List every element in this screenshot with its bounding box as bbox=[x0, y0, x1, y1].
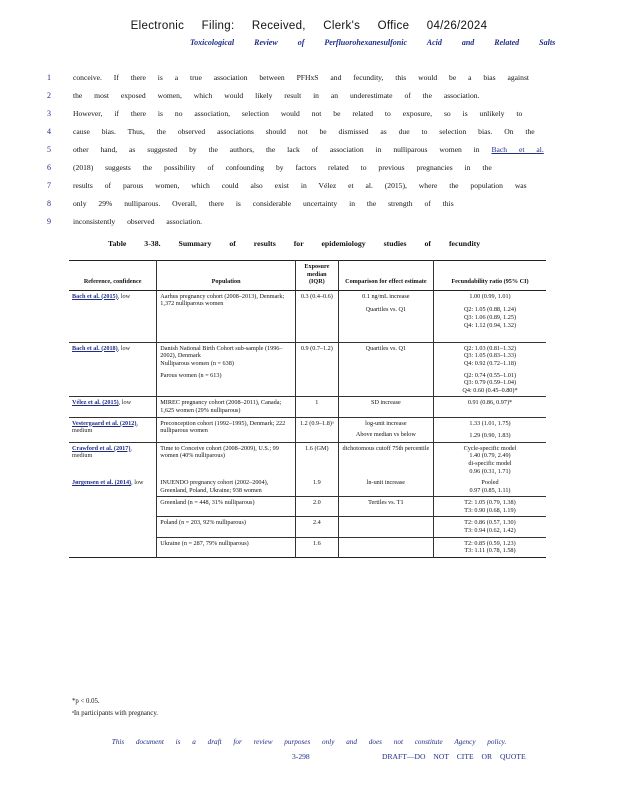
population-cell: Ukraine (n = 287, 79% nulliparous) bbox=[157, 537, 296, 557]
comparison-cell: SD increase bbox=[338, 397, 433, 417]
ratio-line: 0.96 (0.31, 1.71) bbox=[469, 467, 511, 475]
citation-link[interactable]: Bach et al. (2018) bbox=[72, 344, 118, 352]
line-number: 6 bbox=[47, 163, 51, 172]
population-cell bbox=[157, 342, 296, 369]
header-comparison: Comparison for effect estimate bbox=[338, 261, 433, 291]
exposure-cell: 0.9 (0.7–1.2) bbox=[295, 342, 338, 369]
line-number: 2 bbox=[47, 91, 51, 100]
ratio-line: Q4: 0.92 (0.72–1.18) bbox=[463, 359, 517, 367]
ratio-cell: 0.91 (0.86, 0.97)* bbox=[433, 397, 546, 417]
ratio-cell bbox=[433, 517, 546, 537]
comparison-line: 0.1 ng/mL increase bbox=[362, 292, 410, 300]
citation-link[interactable]: Bach et al. (2015) bbox=[72, 292, 118, 300]
reference-cell bbox=[69, 290, 157, 342]
body-line: However, if there is no association, selection would not be related to exposure, so is unlikely to bbox=[73, 109, 523, 118]
ratio-line: Q2: 1.05 (0.88, 1.24) bbox=[463, 306, 517, 314]
comparison-line: Quartiles vs. Q1 bbox=[365, 306, 407, 314]
body-text: other hand, as suggested by the authors, the lack of association in nulliparous women in bbox=[73, 145, 492, 154]
citation-link[interactable]: Crawford et al. (2017) bbox=[72, 444, 131, 452]
body-line: the most exposed women, which would likely result in an underestimate of the association. bbox=[73, 91, 480, 100]
ratio-line: Q2: 0.74 (0.55–1.01) bbox=[463, 371, 517, 379]
ratio-cell bbox=[433, 477, 546, 497]
line-number: 3 bbox=[47, 109, 51, 118]
body-line: only 29% nulliparous. Overall, there is considerable uncertainty in the strength of this bbox=[73, 199, 454, 208]
header-population: Population bbox=[157, 261, 296, 291]
confidence: , medium bbox=[72, 419, 138, 435]
reference-cell bbox=[69, 517, 157, 537]
comparison-line: Above median vs below bbox=[355, 431, 416, 439]
table-row bbox=[69, 342, 546, 369]
comparison-cell: Quartiles vs. Q1 bbox=[338, 342, 433, 369]
comparison-cell bbox=[338, 290, 433, 342]
exposure-cell: 1.9 bbox=[295, 477, 338, 497]
reference-cell bbox=[69, 477, 157, 497]
reference-cell bbox=[69, 370, 157, 397]
ratio-cell bbox=[433, 537, 546, 557]
ratio-line: di-specific model bbox=[468, 459, 512, 467]
exposure-cell: 1.6 (GM) bbox=[295, 442, 338, 477]
summary-table bbox=[69, 260, 546, 558]
citation-link[interactable]: Vestergaard et al. (2012) bbox=[72, 419, 137, 427]
citation-link[interactable]: Jørgensen et al. (2014) bbox=[72, 479, 132, 487]
table-caption: Table 3-38. Summary of results for epidemiology studies of fecundity bbox=[108, 239, 481, 248]
citation-link-bach-2018[interactable]: Bach et al. bbox=[491, 145, 544, 154]
ratio-line: 1.33 (1.01, 1.75) bbox=[469, 419, 511, 427]
footnote: ᵃIn participants with pregnancy. bbox=[72, 710, 158, 717]
ratio-line: 1.29 (0.90, 1.83) bbox=[469, 432, 511, 440]
confidence: , low bbox=[117, 292, 131, 300]
reference-cell bbox=[69, 417, 157, 442]
ratio-line: Cycle-specific model bbox=[463, 444, 517, 452]
ratio-line: T2: 0.85 (0.59, 1.23) bbox=[464, 539, 516, 547]
exposure-cell: 1 bbox=[295, 397, 338, 417]
line-number: 1 bbox=[47, 73, 51, 82]
comparison-cell: ln-unit increase bbox=[338, 477, 433, 497]
table-header-row bbox=[69, 261, 546, 291]
ratio-line: T3: 0.94 (0.62, 1.42) bbox=[464, 527, 516, 535]
exposure-cell: 2.4 bbox=[295, 517, 338, 537]
table-row bbox=[69, 442, 546, 477]
header-exposure: Exposure median (IQR) bbox=[295, 261, 338, 291]
population-cell: Time to Conceive cohort (2008–2009), U.S.; 99 women (40% nulliparous) bbox=[157, 442, 296, 477]
ratio-line: T2: 1.05 (0.79, 1.38) bbox=[464, 499, 516, 507]
ratio-line: Q2: 1.03 (0.81–1.32) bbox=[463, 344, 517, 352]
exposure-cell bbox=[295, 370, 338, 397]
population-cell: Aarhus pregnancy cohort (2008–2013), Denmark; 1,372 nulliparous women bbox=[157, 290, 296, 342]
confidence: , low bbox=[117, 344, 131, 352]
ratio-cell bbox=[433, 370, 546, 397]
comparison-cell bbox=[338, 417, 433, 442]
population-line: Danish National Birth Cohort sub-sample (1996–2002), Denmark bbox=[160, 344, 283, 360]
ratio-cell bbox=[433, 442, 546, 477]
confidence: , low bbox=[118, 399, 132, 407]
table-row bbox=[69, 477, 546, 497]
reference-cell bbox=[69, 537, 157, 557]
filing-stamp: Electronic Filing: Received, Clerk's Office 04/26/2024 bbox=[130, 20, 488, 32]
line-number: 9 bbox=[47, 217, 51, 226]
population-line: Nulliparous women (n = 638) bbox=[160, 359, 234, 367]
comparison-cell bbox=[338, 517, 433, 537]
ratio-line: T3: 1.11 (0.78, 1.58) bbox=[464, 547, 516, 555]
exposure-cell: 1.6 bbox=[295, 537, 338, 557]
comparison-line: log-unit increase bbox=[365, 419, 407, 427]
ratio-line: 1.40 (0.79, 2.49) bbox=[469, 452, 511, 460]
ratio-line: 1.00 (0.99, 1.01) bbox=[469, 292, 511, 300]
comparison-cell: Tertiles vs. T1 bbox=[338, 497, 433, 517]
citation-link[interactable]: Vélez et al. (2015) bbox=[72, 399, 119, 407]
population-cell: Preconception cohort (1992–1995), Denmark; 222 nulliparous women bbox=[157, 417, 296, 442]
line-number: 7 bbox=[47, 181, 51, 190]
ratio-cell bbox=[433, 497, 546, 517]
table-row bbox=[69, 370, 546, 397]
confidence: , low bbox=[131, 479, 144, 487]
reference-cell bbox=[69, 442, 157, 477]
line-number: 4 bbox=[47, 127, 51, 136]
ratio-line: Q3: 1.05 (0.83–1.33) bbox=[463, 352, 517, 360]
draft-disclaimer: This document is a draft for review purposes only and does not constitute Agency policy. bbox=[111, 738, 507, 746]
reference-cell bbox=[69, 397, 157, 417]
population-cell: Parous women (n = 613) bbox=[157, 370, 296, 397]
comparison-cell bbox=[338, 537, 433, 557]
confidence: , medium bbox=[72, 444, 132, 460]
ratio-line: Q3: 0.79 (0.59–1.04) bbox=[463, 379, 517, 387]
reference-cell bbox=[69, 497, 157, 517]
ratio-line: Q4: 0.60 (0.45–0.80)* bbox=[462, 386, 518, 394]
ratio-cell bbox=[433, 417, 546, 442]
ratio-line: Pooled bbox=[481, 479, 499, 487]
comparison-cell: dichotomous cutoff 75th percentile bbox=[338, 442, 433, 477]
table-row bbox=[69, 397, 546, 417]
header-ratio: Fecundability ratio (95% CI) bbox=[433, 261, 546, 291]
exposure-cell: 1.2 (0.9–1.8)ᵃ bbox=[295, 417, 338, 442]
footnote: *p < 0.05. bbox=[72, 698, 100, 705]
ratio-cell bbox=[433, 342, 546, 369]
table-row bbox=[69, 537, 546, 557]
comparison-cell bbox=[338, 370, 433, 397]
line-number: 8 bbox=[47, 199, 51, 208]
line-number: 5 bbox=[47, 145, 51, 154]
table-row bbox=[69, 497, 546, 517]
table-row bbox=[69, 290, 546, 342]
body-line: results of parous women, which could also exist in Vélez et al. (2015), where the population was bbox=[73, 181, 527, 190]
population-cell: Greenland (n = 448, 31% nulliparous) bbox=[157, 497, 296, 517]
reference-cell bbox=[69, 342, 157, 369]
draft-notice: DRAFT—DO NOT CITE OR QUOTE bbox=[382, 752, 526, 761]
exposure-cell: 0.3 (0.4–0.6) bbox=[295, 290, 338, 342]
body-line: (2018) suggests the possibility of confounding by factors related to previous pregnancies in the bbox=[73, 163, 492, 172]
body-line: cause bias. Thus, the observed associations should not be dismissed as due to selection bias. On the bbox=[73, 127, 535, 136]
page-number: 3-298 bbox=[292, 752, 310, 761]
body-line bbox=[73, 145, 551, 155]
table-row bbox=[69, 517, 546, 537]
ratio-line: T3: 0.90 (0.68, 1.19) bbox=[464, 506, 516, 514]
population-cell: Poland (n = 203, 92% nulliparous) bbox=[157, 517, 296, 537]
ratio-line: 0.97 (0.85, 1.11) bbox=[469, 486, 511, 494]
header-reference: Reference, confidence bbox=[69, 261, 157, 291]
ratio-line: Q3: 1.06 (0.89, 1.25) bbox=[463, 313, 517, 321]
document-subtitle: Toxicological Review of Perfluorohexanesulfonic Acid and Related Salts bbox=[190, 38, 556, 47]
exposure-cell: 2.0 bbox=[295, 497, 338, 517]
body-line: conceive. If there is a true association between PFHxS and fecundity, this would be a bias against bbox=[73, 73, 530, 82]
table-row bbox=[69, 417, 546, 442]
ratio-line: Q4: 1.12 (0.94, 1.32) bbox=[463, 321, 517, 329]
ratio-line: T2: 0.86 (0.57, 1.30) bbox=[464, 519, 516, 527]
population-cell: INUENDO pregnancy cohort (2002–2004), Greenland, Poland, Ukraine; 938 women bbox=[157, 477, 296, 497]
ratio-cell bbox=[433, 290, 546, 342]
body-line: inconsistently observed association. bbox=[73, 217, 203, 226]
population-cell: MIREC pregnancy cohort (2008–2011), Canada; 1,625 women (29% nulliparous) bbox=[157, 397, 296, 417]
